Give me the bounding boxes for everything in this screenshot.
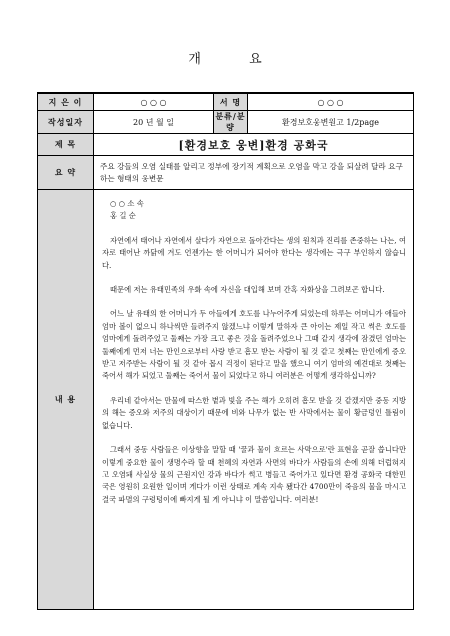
summary-label: 요 약 — [38, 156, 94, 190]
content-paragraph: 자연에서 태어나 자연에서 살다가 자연으로 돌아간다는 생의 원칙과 진리를 존중하는 나는, 여자로 태어난 까닭에 겨도 언젠가는 한 어머니가 되어야 한다는 생각에는 극구 부인하지 않습니다. — [102, 235, 406, 270]
category-label: 분류/분량 — [215, 111, 246, 132]
signature-value: ○ ○ ○ — [248, 93, 414, 111]
date-label: 작성일자 — [38, 111, 94, 134]
content-paragraph: 그래서 중동 사람들은 이상향을 말할 때 '꿀과 물이 흐르는 사막으로'란 표현을 곧잘 씁니다만 이렇게 중요한 물이 생명수라 할 때 천혜의 자연과 사면의 바다가 사람들의 손에 의해 더럽혀지고 오염돼 사실상 물의 근원지인 강과 바다가 썩고 병들고 죽어가고 있다면 환경 공화국 대한민국은 영원히 요원한 일이며 게다가 이런 상태로 계속 지속 됐다간 4700만이 죽음의 물을 마시고 결국 파멸의 구렁텅이에 빠지게 될 게 아니냐 이 말씀입니다. 여러분! — [102, 445, 406, 504]
subject-value: [환경보호 웅변]환경 공화국 — [94, 134, 414, 156]
page-title: 개 요 — [188, 52, 284, 67]
category-value: 환경보호웅변원고 1/2page — [248, 111, 414, 134]
date-value: 20 년 월 일 — [94, 111, 214, 134]
author-value: ○ ○ ○ — [94, 93, 214, 111]
speaker-affiliation: ○ ○ 소 속 — [110, 199, 144, 208]
summary-form — [37, 92, 414, 610]
subject-label: 제 목 — [38, 134, 94, 156]
speaker-name: 홍 길 순 — [110, 211, 136, 221]
content-paragraph: 때문에 저는 유태민족의 우화 속에 자신을 대입해 보며 간혹 자화상을 그려보곤 합니다. — [110, 285, 385, 295]
author-label: 지 은 이 — [38, 93, 94, 111]
summary-value: 주요 강들의 오염 실태를 알리고 정부에 장기적 계획으로 오염을 막고 강을 되살려 달라 요구하는 형태의 웅변문 — [94, 156, 414, 190]
content-paragraph: 어느 날 유태의 한 어머니가 두 아들에게 호도를 나누어주게 되었는데 하루는 어머니가 애들아 엄마 볼이 없으니 하나씩만 들려주지 않겠느냐 이렇게 말하자 큰 아이는 제일 작고 썩은 호도를 엄마에게 돌려주었고 둘째는 가장 크고 좋은 것을 돌려주었으나 그때 같지 생각에 잠겼던 엄마는 둘째에게 먼저 너는 만인으로부터 사랑 받고 흠모 받는 사람이 될 것 같고 첫째는 만인에게 증오 받고 저주받는 사람이 될 것 같아 몹시 걱정이 된다고 말을 했으니 여기 엄마의 예견대로 첫째는 죽어서 해가 되었고 둘째는 죽어서 물이 되었다고 하니 여러분은 어떻게 생각하십니까? — [102, 309, 406, 381]
signature-label: 서 명 — [214, 93, 248, 111]
content-body — [94, 190, 414, 610]
content-paragraph: 우리네 같아서는 만물에 따스한 볕과 빛을 주는 해가 오히려 흠모 받을 것 같겠지만 중동 지방의 해는 증오와 저주의 대상이기 때문에 비와 나무가 없는 반 사막에서는 물이 황금덩인 틀림이 없습니다. — [102, 395, 406, 430]
content-label: 내 용 — [38, 190, 94, 610]
